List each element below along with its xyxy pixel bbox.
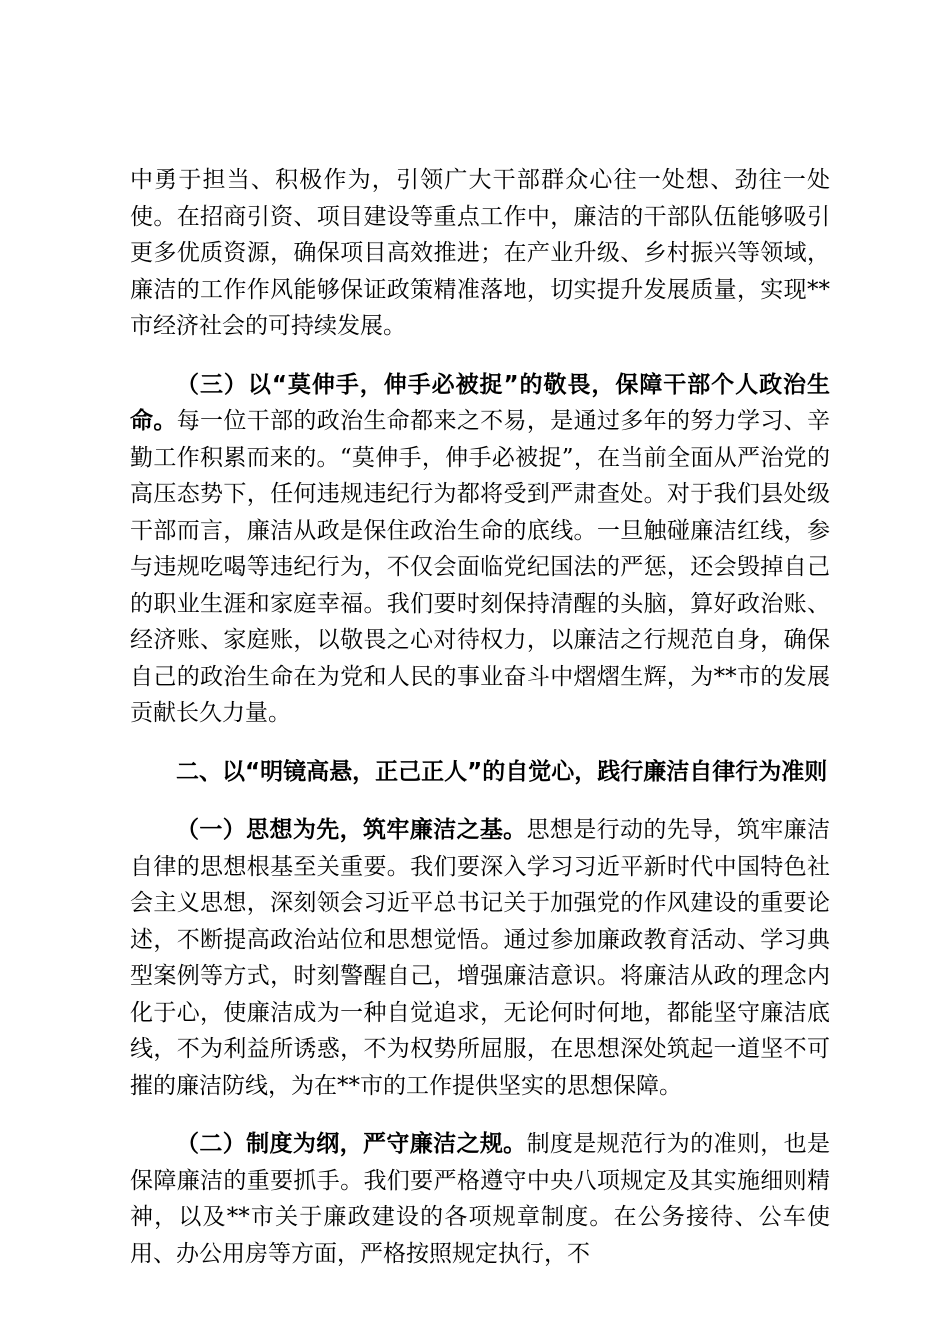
heading-text: 二、以“明镜高悬，正己正人”的自觉心，践行廉洁自律行为准则 [176,758,828,785]
paragraph-text: 中勇于担当、积极作为，引领广大干部群众心往一处想、劲往一处使。在招商引资、项目建设等重点工作中，廉洁的干部队伍能够吸引更多优质资源，确保项目高效推进；在产业升级、乡村振兴等领域，廉洁的工作作风能够保证政策精准落地，切实提升发展质量，实现**市经济社会的可持续发展。 [130,167,830,339]
document-page [130,162,830,1294]
paragraph-section-3 [130,367,830,732]
section-heading-2 [130,754,830,791]
paragraph-text: 思想是行动的先导，筑牢廉洁自律的思想根基至关重要。我们要深入学习习近平新时代中国特色社会主义思想，深刻领会习近平总书记关于加强党的作风建设的重要论述，不断提高政治站位和思想觉悟。通过参加廉政教育活动、学习典型案例等方式，时刻警醒自己，增强廉洁意识。将廉洁从政的理念内化于心，使廉洁成为一种自觉追求，无论何时何地，都能坚守廉洁底线，不为利益所诱惑，不为权势所屈服，在思想深处筑起一道坚不可摧的廉洁防线，为在**市的工作提供坚实的思想保障。 [130,817,831,1099]
paragraph-subsection-2 [130,1126,830,1272]
subsection-lead: （二）制度为纲，严守廉洁之规。 [176,1131,527,1157]
subsection-lead: （一）思想为先，筑牢廉洁之基。 [176,817,527,843]
paragraph-continuation [130,162,830,345]
paragraph-text: 制度是规范行为的准则，也是保障廉洁的重要抓手。我们要严格遵守中央八项规定及其实施细则精神，以及**市关于廉政建设的各项规章制度。在公务接待、公车使用、办公用房等方面，严格按照规定执行，不 [130,1131,831,1267]
paragraph-subsection-1 [130,812,830,1104]
paragraph-text: 每一位干部的政治生命都来之不易，是通过多年的努力学习、辛勤工作积累而来的。“莫伸手，伸手必被捉”，在当前全面从严治党的高压态势下，任何违规违纪行为都将受到严肃查处。对于我们县处级干部而言，廉洁从政是保住政治生命的底线。一旦触碰廉洁红线，参与违规吃喝等违纪行为，不仅会面临党纪国法的严惩，还会毁掉自己的职业生涯和家庭幸福。我们要时刻保持清醒的头脑，算好政治账、经济账、家庭账，以敬畏之心对待权力，以廉洁之行规范自身，确保自己的政治生命在为党和人民的事业奋斗中熠熠生辉，为**市的发展贡献长久力量。 [130,408,831,726]
section-lead: （三）以“莫伸手，伸手必被捉”的敬畏，保障干部个人政治生命。 [130,371,830,434]
